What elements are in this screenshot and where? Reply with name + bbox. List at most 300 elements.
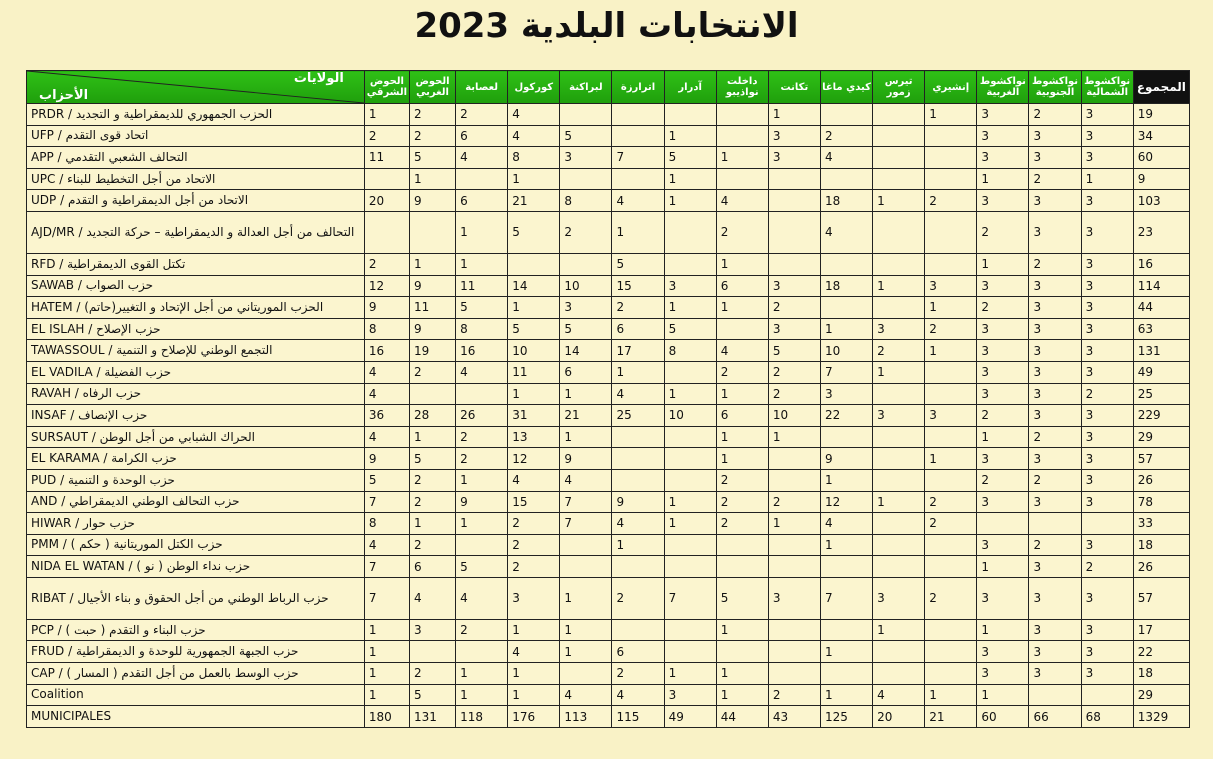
seat-count-cell: 12 xyxy=(508,448,560,470)
seat-count-cell: 66 xyxy=(1029,706,1081,728)
seat-count-cell: 3 xyxy=(977,641,1029,663)
seat-count-cell: 7 xyxy=(664,577,716,619)
seat-count-cell xyxy=(560,534,612,556)
seat-count-cell xyxy=(664,556,716,578)
seat-count-cell: 5 xyxy=(409,147,455,169)
seat-count-cell: 1 xyxy=(508,663,560,685)
seat-count-cell: 2 xyxy=(409,534,455,556)
seat-count-cell: 1 xyxy=(925,448,977,470)
seat-count-cell: 7 xyxy=(612,147,664,169)
seat-count-cell: 3 xyxy=(1081,619,1133,641)
seat-count-cell: 3 xyxy=(1081,253,1133,275)
row-total-cell: 131 xyxy=(1133,340,1189,362)
row-total-cell: 114 xyxy=(1133,275,1189,297)
seat-count-cell xyxy=(1081,684,1133,706)
seat-count-cell: 10 xyxy=(664,405,716,427)
seat-count-cell: 2 xyxy=(977,211,1029,253)
seat-count-cell xyxy=(716,125,768,147)
column-header: الحوض الشرقي xyxy=(364,71,409,104)
row-total-cell: 18 xyxy=(1133,534,1189,556)
seat-count-cell xyxy=(664,534,716,556)
seat-count-cell: 5 xyxy=(560,125,612,147)
seat-count-cell: 5 xyxy=(664,147,716,169)
seat-count-cell xyxy=(364,168,409,190)
seat-count-cell xyxy=(925,361,977,383)
seat-count-cell: 1 xyxy=(977,619,1029,641)
seat-count-cell: 3 xyxy=(925,405,977,427)
table-row xyxy=(27,275,1190,297)
seat-count-cell xyxy=(925,426,977,448)
seat-count-cell: 4 xyxy=(820,147,872,169)
seat-count-cell: 6 xyxy=(716,405,768,427)
seat-count-cell: 4 xyxy=(820,513,872,535)
table-body xyxy=(27,104,1190,728)
seat-count-cell: 6 xyxy=(456,190,508,212)
seat-count-cell: 16 xyxy=(364,340,409,362)
seat-count-cell: 15 xyxy=(612,275,664,297)
seat-count-cell: 1 xyxy=(977,426,1029,448)
seat-count-cell: 60 xyxy=(977,706,1029,728)
seat-count-cell: 2 xyxy=(768,491,820,513)
row-total-cell: 1329 xyxy=(1133,706,1189,728)
seat-count-cell: 4 xyxy=(612,513,664,535)
seat-count-cell: 3 xyxy=(1029,340,1081,362)
seat-count-cell: 3 xyxy=(1029,556,1081,578)
seat-count-cell: 9 xyxy=(409,190,455,212)
table-row xyxy=(27,469,1190,491)
seat-count-cell: 3 xyxy=(1081,211,1133,253)
party-name-cell: NIDA EL WATAN / حزب نداء الوطن ( نو ) xyxy=(27,556,365,578)
seat-count-cell: 1 xyxy=(820,641,872,663)
seat-count-cell: 2 xyxy=(925,491,977,513)
seat-count-cell xyxy=(1029,684,1081,706)
seat-count-cell xyxy=(768,556,820,578)
seat-count-cell: 1 xyxy=(977,556,1029,578)
table-row xyxy=(27,383,1190,405)
seat-count-cell: 8 xyxy=(664,340,716,362)
seat-count-cell: 5 xyxy=(456,297,508,319)
seat-count-cell: 5 xyxy=(716,577,768,619)
seat-count-cell: 4 xyxy=(456,577,508,619)
seat-count-cell xyxy=(820,556,872,578)
column-header: نواكشوط الجنوبية xyxy=(1029,71,1081,104)
party-name-cell: RAVAH / حزب الرفاه xyxy=(27,383,365,405)
party-name-cell: EL ISLAH / حزب الإصلاح xyxy=(27,318,365,340)
seat-count-cell: 1 xyxy=(456,211,508,253)
seat-count-cell xyxy=(925,469,977,491)
seat-count-cell xyxy=(925,556,977,578)
seat-count-cell: 118 xyxy=(456,706,508,728)
seat-count-cell: 1 xyxy=(364,641,409,663)
seat-count-cell: 2 xyxy=(768,361,820,383)
table-row xyxy=(27,534,1190,556)
table-row xyxy=(27,318,1190,340)
seat-count-cell: 1 xyxy=(508,168,560,190)
seat-count-cell xyxy=(560,104,612,126)
seat-count-cell: 1 xyxy=(820,534,872,556)
seat-count-cell: 5 xyxy=(612,253,664,275)
seat-count-cell: 1 xyxy=(456,513,508,535)
table-row xyxy=(27,211,1190,253)
table-row xyxy=(27,405,1190,427)
seat-count-cell: 2 xyxy=(456,104,508,126)
seat-count-cell: 21 xyxy=(925,706,977,728)
row-total-cell: 63 xyxy=(1133,318,1189,340)
row-total-cell: 22 xyxy=(1133,641,1189,663)
seat-count-cell: 43 xyxy=(768,706,820,728)
seat-count-cell: 1 xyxy=(716,297,768,319)
seat-count-cell: 3 xyxy=(977,318,1029,340)
seat-count-cell: 1 xyxy=(456,253,508,275)
table-row xyxy=(27,147,1190,169)
seat-count-cell: 1 xyxy=(820,684,872,706)
seat-count-cell xyxy=(664,641,716,663)
seat-count-cell: 9 xyxy=(612,491,664,513)
party-name-cell: AND / حزب التحالف الوطني الديمقراطي xyxy=(27,491,365,513)
seat-count-cell: 131 xyxy=(409,706,455,728)
seat-count-cell: 2 xyxy=(1081,383,1133,405)
seat-count-cell: 1 xyxy=(364,684,409,706)
seat-count-cell xyxy=(612,104,664,126)
seat-count-cell: 2 xyxy=(977,405,1029,427)
seat-count-cell: 2 xyxy=(508,534,560,556)
seat-count-cell: 3 xyxy=(1081,405,1133,427)
seat-count-cell: 1 xyxy=(456,663,508,685)
seat-count-cell: 1 xyxy=(977,168,1029,190)
seat-count-cell: 2 xyxy=(1029,253,1081,275)
seat-count-cell: 2 xyxy=(612,577,664,619)
table-row xyxy=(27,619,1190,641)
seat-count-cell: 3 xyxy=(1081,491,1133,513)
seat-count-cell: 1 xyxy=(612,534,664,556)
column-header: الحوض الغربي xyxy=(409,71,455,104)
seat-count-cell xyxy=(873,297,925,319)
seat-count-cell: 1 xyxy=(925,340,977,362)
seat-count-cell: 2 xyxy=(409,125,455,147)
seat-count-cell: 1 xyxy=(820,318,872,340)
seat-count-cell xyxy=(716,104,768,126)
seat-count-cell: 2 xyxy=(1029,104,1081,126)
seat-count-cell: 3 xyxy=(1081,361,1133,383)
seat-count-cell: 18 xyxy=(820,190,872,212)
seat-count-cell xyxy=(716,318,768,340)
corner-header xyxy=(27,71,365,104)
seat-count-cell: 2 xyxy=(1029,426,1081,448)
seat-count-cell xyxy=(873,469,925,491)
table-row xyxy=(27,104,1190,126)
row-total-cell: 33 xyxy=(1133,513,1189,535)
seat-count-cell: 10 xyxy=(820,340,872,362)
seat-count-cell: 31 xyxy=(508,405,560,427)
seat-count-cell: 13 xyxy=(508,426,560,448)
seat-count-cell: 1 xyxy=(456,684,508,706)
seat-count-cell xyxy=(768,253,820,275)
seat-count-cell: 8 xyxy=(364,318,409,340)
seat-count-cell: 1 xyxy=(560,426,612,448)
party-name-cell: PCP / حزب البناء و التقدم ( حبت ) xyxy=(27,619,365,641)
seat-count-cell xyxy=(925,534,977,556)
seat-count-cell: 180 xyxy=(364,706,409,728)
seat-count-cell: 15 xyxy=(508,491,560,513)
column-header: تيرس زمور xyxy=(873,71,925,104)
table-row xyxy=(27,513,1190,535)
seat-count-cell: 1 xyxy=(1081,168,1133,190)
seat-count-cell xyxy=(612,426,664,448)
seat-count-cell xyxy=(925,147,977,169)
party-name-cell: PMM / حزب الكتل الموريتانية ( حكم ) xyxy=(27,534,365,556)
seat-count-cell xyxy=(664,619,716,641)
table-row xyxy=(27,125,1190,147)
seat-count-cell: 1 xyxy=(716,448,768,470)
row-total-cell: 34 xyxy=(1133,125,1189,147)
seat-count-cell: 1 xyxy=(508,619,560,641)
seat-count-cell: 2 xyxy=(409,491,455,513)
seat-count-cell: 3 xyxy=(1029,147,1081,169)
seat-count-cell: 3 xyxy=(1081,641,1133,663)
seat-count-cell: 6 xyxy=(612,318,664,340)
seat-count-cell: 1 xyxy=(873,275,925,297)
party-name-cell: UFP / اتحاد قوى التقدم xyxy=(27,125,365,147)
seat-count-cell: 3 xyxy=(977,275,1029,297)
seat-count-cell: 4 xyxy=(873,684,925,706)
seat-count-cell xyxy=(925,663,977,685)
seat-count-cell: 9 xyxy=(364,297,409,319)
seat-count-cell: 2 xyxy=(925,318,977,340)
seat-count-cell: 1 xyxy=(508,297,560,319)
seat-count-cell xyxy=(925,211,977,253)
seat-count-cell: 3 xyxy=(873,405,925,427)
seat-count-cell: 3 xyxy=(1029,491,1081,513)
seat-count-cell: 8 xyxy=(560,190,612,212)
party-name-cell: Coalition xyxy=(27,684,365,706)
seat-count-cell: 11 xyxy=(508,361,560,383)
seat-count-cell xyxy=(364,211,409,253)
seat-count-cell: 4 xyxy=(716,340,768,362)
seat-count-cell: 2 xyxy=(560,211,612,253)
seat-count-cell: 1 xyxy=(664,383,716,405)
seat-count-cell: 10 xyxy=(508,340,560,362)
seat-count-cell xyxy=(768,190,820,212)
seat-count-cell xyxy=(925,253,977,275)
table-row xyxy=(27,706,1190,728)
seat-count-cell xyxy=(768,619,820,641)
seat-count-cell: 115 xyxy=(612,706,664,728)
table-row xyxy=(27,491,1190,513)
column-header: لعصابة xyxy=(456,71,508,104)
seat-count-cell xyxy=(456,641,508,663)
seat-count-cell: 3 xyxy=(1029,577,1081,619)
seat-count-cell: 2 xyxy=(409,469,455,491)
seat-count-cell: 4 xyxy=(364,534,409,556)
seat-count-cell: 1 xyxy=(977,684,1029,706)
seat-count-cell: 3 xyxy=(664,684,716,706)
party-name-cell: UPC / الاتحاد من أجل التخطيط للبناء xyxy=(27,168,365,190)
seat-count-cell xyxy=(873,641,925,663)
seat-count-cell xyxy=(873,534,925,556)
seat-count-cell: 3 xyxy=(1029,619,1081,641)
seat-count-cell: 2 xyxy=(508,556,560,578)
seat-count-cell: 3 xyxy=(768,147,820,169)
seat-count-cell: 16 xyxy=(456,340,508,362)
row-total-cell: 103 xyxy=(1133,190,1189,212)
seat-count-cell: 2 xyxy=(716,491,768,513)
seat-count-cell: 9 xyxy=(409,275,455,297)
seat-count-cell: 2 xyxy=(612,663,664,685)
party-name-cell: FRUD / حزب الجبهة الجمهورية للوحدة و الديمقراطية xyxy=(27,641,365,663)
seat-count-cell xyxy=(873,383,925,405)
seat-count-cell: 1 xyxy=(716,684,768,706)
seat-count-cell xyxy=(873,513,925,535)
seat-count-cell xyxy=(925,383,977,405)
seat-count-cell: 9 xyxy=(364,448,409,470)
seat-count-cell: 4 xyxy=(456,361,508,383)
seat-count-cell: 49 xyxy=(664,706,716,728)
seat-count-cell: 14 xyxy=(508,275,560,297)
seat-count-cell: 3 xyxy=(1029,663,1081,685)
seat-count-cell xyxy=(716,556,768,578)
seat-count-cell: 3 xyxy=(977,663,1029,685)
seat-count-cell: 10 xyxy=(768,405,820,427)
seat-count-cell: 4 xyxy=(560,469,612,491)
column-header: كوركول xyxy=(508,71,560,104)
seat-count-cell: 1 xyxy=(364,104,409,126)
seat-count-cell: 1 xyxy=(873,491,925,513)
seat-count-cell xyxy=(820,297,872,319)
page-title: الانتخابات البلدية 2023 xyxy=(414,6,799,46)
seat-count-cell: 1 xyxy=(664,168,716,190)
seat-count-cell xyxy=(1029,513,1081,535)
seat-count-cell xyxy=(873,448,925,470)
table-row xyxy=(27,641,1190,663)
row-total-cell: 57 xyxy=(1133,448,1189,470)
row-total-cell: 23 xyxy=(1133,211,1189,253)
seat-count-cell: 3 xyxy=(1029,383,1081,405)
seat-count-cell xyxy=(612,469,664,491)
column-header: نواكشوط الشمالية xyxy=(1081,71,1133,104)
row-total-cell: 49 xyxy=(1133,361,1189,383)
seat-count-cell: 1 xyxy=(409,168,455,190)
seat-count-cell: 9 xyxy=(820,448,872,470)
seat-count-cell: 2 xyxy=(508,513,560,535)
seat-count-cell xyxy=(820,619,872,641)
table-row xyxy=(27,190,1190,212)
seat-count-cell: 4 xyxy=(456,147,508,169)
seat-count-cell: 3 xyxy=(409,619,455,641)
seat-count-cell: 1 xyxy=(716,663,768,685)
seat-count-cell: 11 xyxy=(409,297,455,319)
seat-count-cell: 44 xyxy=(716,706,768,728)
seat-count-cell xyxy=(664,448,716,470)
seat-count-cell: 2 xyxy=(925,577,977,619)
seat-count-cell: 7 xyxy=(820,361,872,383)
seat-count-cell xyxy=(768,534,820,556)
seat-count-cell: 1 xyxy=(560,641,612,663)
table-row xyxy=(27,577,1190,619)
seat-count-cell: 8 xyxy=(508,147,560,169)
party-name-cell: SAWAB / حزب الصواب xyxy=(27,275,365,297)
seat-count-cell: 36 xyxy=(364,405,409,427)
seat-count-cell: 6 xyxy=(612,641,664,663)
seat-count-cell xyxy=(768,448,820,470)
seat-count-cell: 3 xyxy=(1081,534,1133,556)
seat-count-cell xyxy=(560,168,612,190)
seat-count-cell: 25 xyxy=(612,405,664,427)
row-total-cell: 29 xyxy=(1133,426,1189,448)
party-name-cell: AJD/MR / التحالف من أجل العدالة و الديمقراطية – حركة التجديد xyxy=(27,211,365,253)
seat-count-cell: 21 xyxy=(508,190,560,212)
seat-count-cell xyxy=(508,253,560,275)
party-name-cell: EL VADILA / حزب الفضيلة xyxy=(27,361,365,383)
seat-count-cell: 2 xyxy=(716,469,768,491)
seat-count-cell: 1 xyxy=(664,125,716,147)
seat-count-cell: 1 xyxy=(716,619,768,641)
seat-count-cell: 4 xyxy=(508,469,560,491)
seat-count-cell: 3 xyxy=(1081,190,1133,212)
seat-count-cell: 2 xyxy=(977,297,1029,319)
seat-count-cell xyxy=(716,534,768,556)
seat-count-cell: 3 xyxy=(508,577,560,619)
seat-count-cell: 22 xyxy=(820,405,872,427)
seat-count-cell: 3 xyxy=(977,448,1029,470)
seat-count-cell: 4 xyxy=(508,125,560,147)
party-name-cell: MUNICIPALES xyxy=(27,706,365,728)
row-total-cell: 9 xyxy=(1133,168,1189,190)
seat-count-cell xyxy=(768,641,820,663)
seat-count-cell: 3 xyxy=(1081,577,1133,619)
seat-count-cell: 4 xyxy=(716,190,768,212)
seat-count-cell xyxy=(873,147,925,169)
column-header: لبراكنة xyxy=(560,71,612,104)
seat-count-cell xyxy=(560,663,612,685)
seat-count-cell: 1 xyxy=(716,253,768,275)
seat-count-cell: 2 xyxy=(716,211,768,253)
seat-count-cell: 1 xyxy=(977,253,1029,275)
seat-count-cell: 4 xyxy=(409,577,455,619)
seat-count-cell xyxy=(664,426,716,448)
table-row xyxy=(27,663,1190,685)
seat-count-cell: 3 xyxy=(977,190,1029,212)
seat-count-cell: 5 xyxy=(560,318,612,340)
seat-count-cell: 2 xyxy=(873,340,925,362)
corner-parties-label: الأحزاب xyxy=(39,88,89,103)
seat-count-cell: 3 xyxy=(977,577,1029,619)
seat-count-cell: 11 xyxy=(364,147,409,169)
seat-count-cell: 3 xyxy=(768,577,820,619)
seat-count-cell: 2 xyxy=(409,104,455,126)
seat-count-cell: 3 xyxy=(1081,469,1133,491)
seat-count-cell: 1 xyxy=(664,491,716,513)
seat-count-cell: 3 xyxy=(1081,297,1133,319)
seat-count-cell xyxy=(716,641,768,663)
seat-count-cell: 2 xyxy=(364,253,409,275)
seat-count-cell: 3 xyxy=(977,491,1029,513)
seat-count-cell: 4 xyxy=(364,361,409,383)
seat-count-cell: 113 xyxy=(560,706,612,728)
seat-count-cell: 3 xyxy=(560,147,612,169)
party-name-cell: TAWASSOUL / التجمع الوطني للإصلاح و التنمية xyxy=(27,340,365,362)
seat-count-cell xyxy=(716,168,768,190)
seat-count-cell: 1 xyxy=(409,426,455,448)
column-header: آدرار xyxy=(664,71,716,104)
seat-count-cell xyxy=(873,104,925,126)
seat-count-cell: 2 xyxy=(716,513,768,535)
seat-count-cell xyxy=(768,168,820,190)
seat-count-cell: 1 xyxy=(820,469,872,491)
seat-count-cell: 1 xyxy=(664,190,716,212)
party-name-cell: SURSAUT / الحراك الشبابي من أجل الوطن xyxy=(27,426,365,448)
row-total-cell: 25 xyxy=(1133,383,1189,405)
seat-count-cell xyxy=(820,168,872,190)
